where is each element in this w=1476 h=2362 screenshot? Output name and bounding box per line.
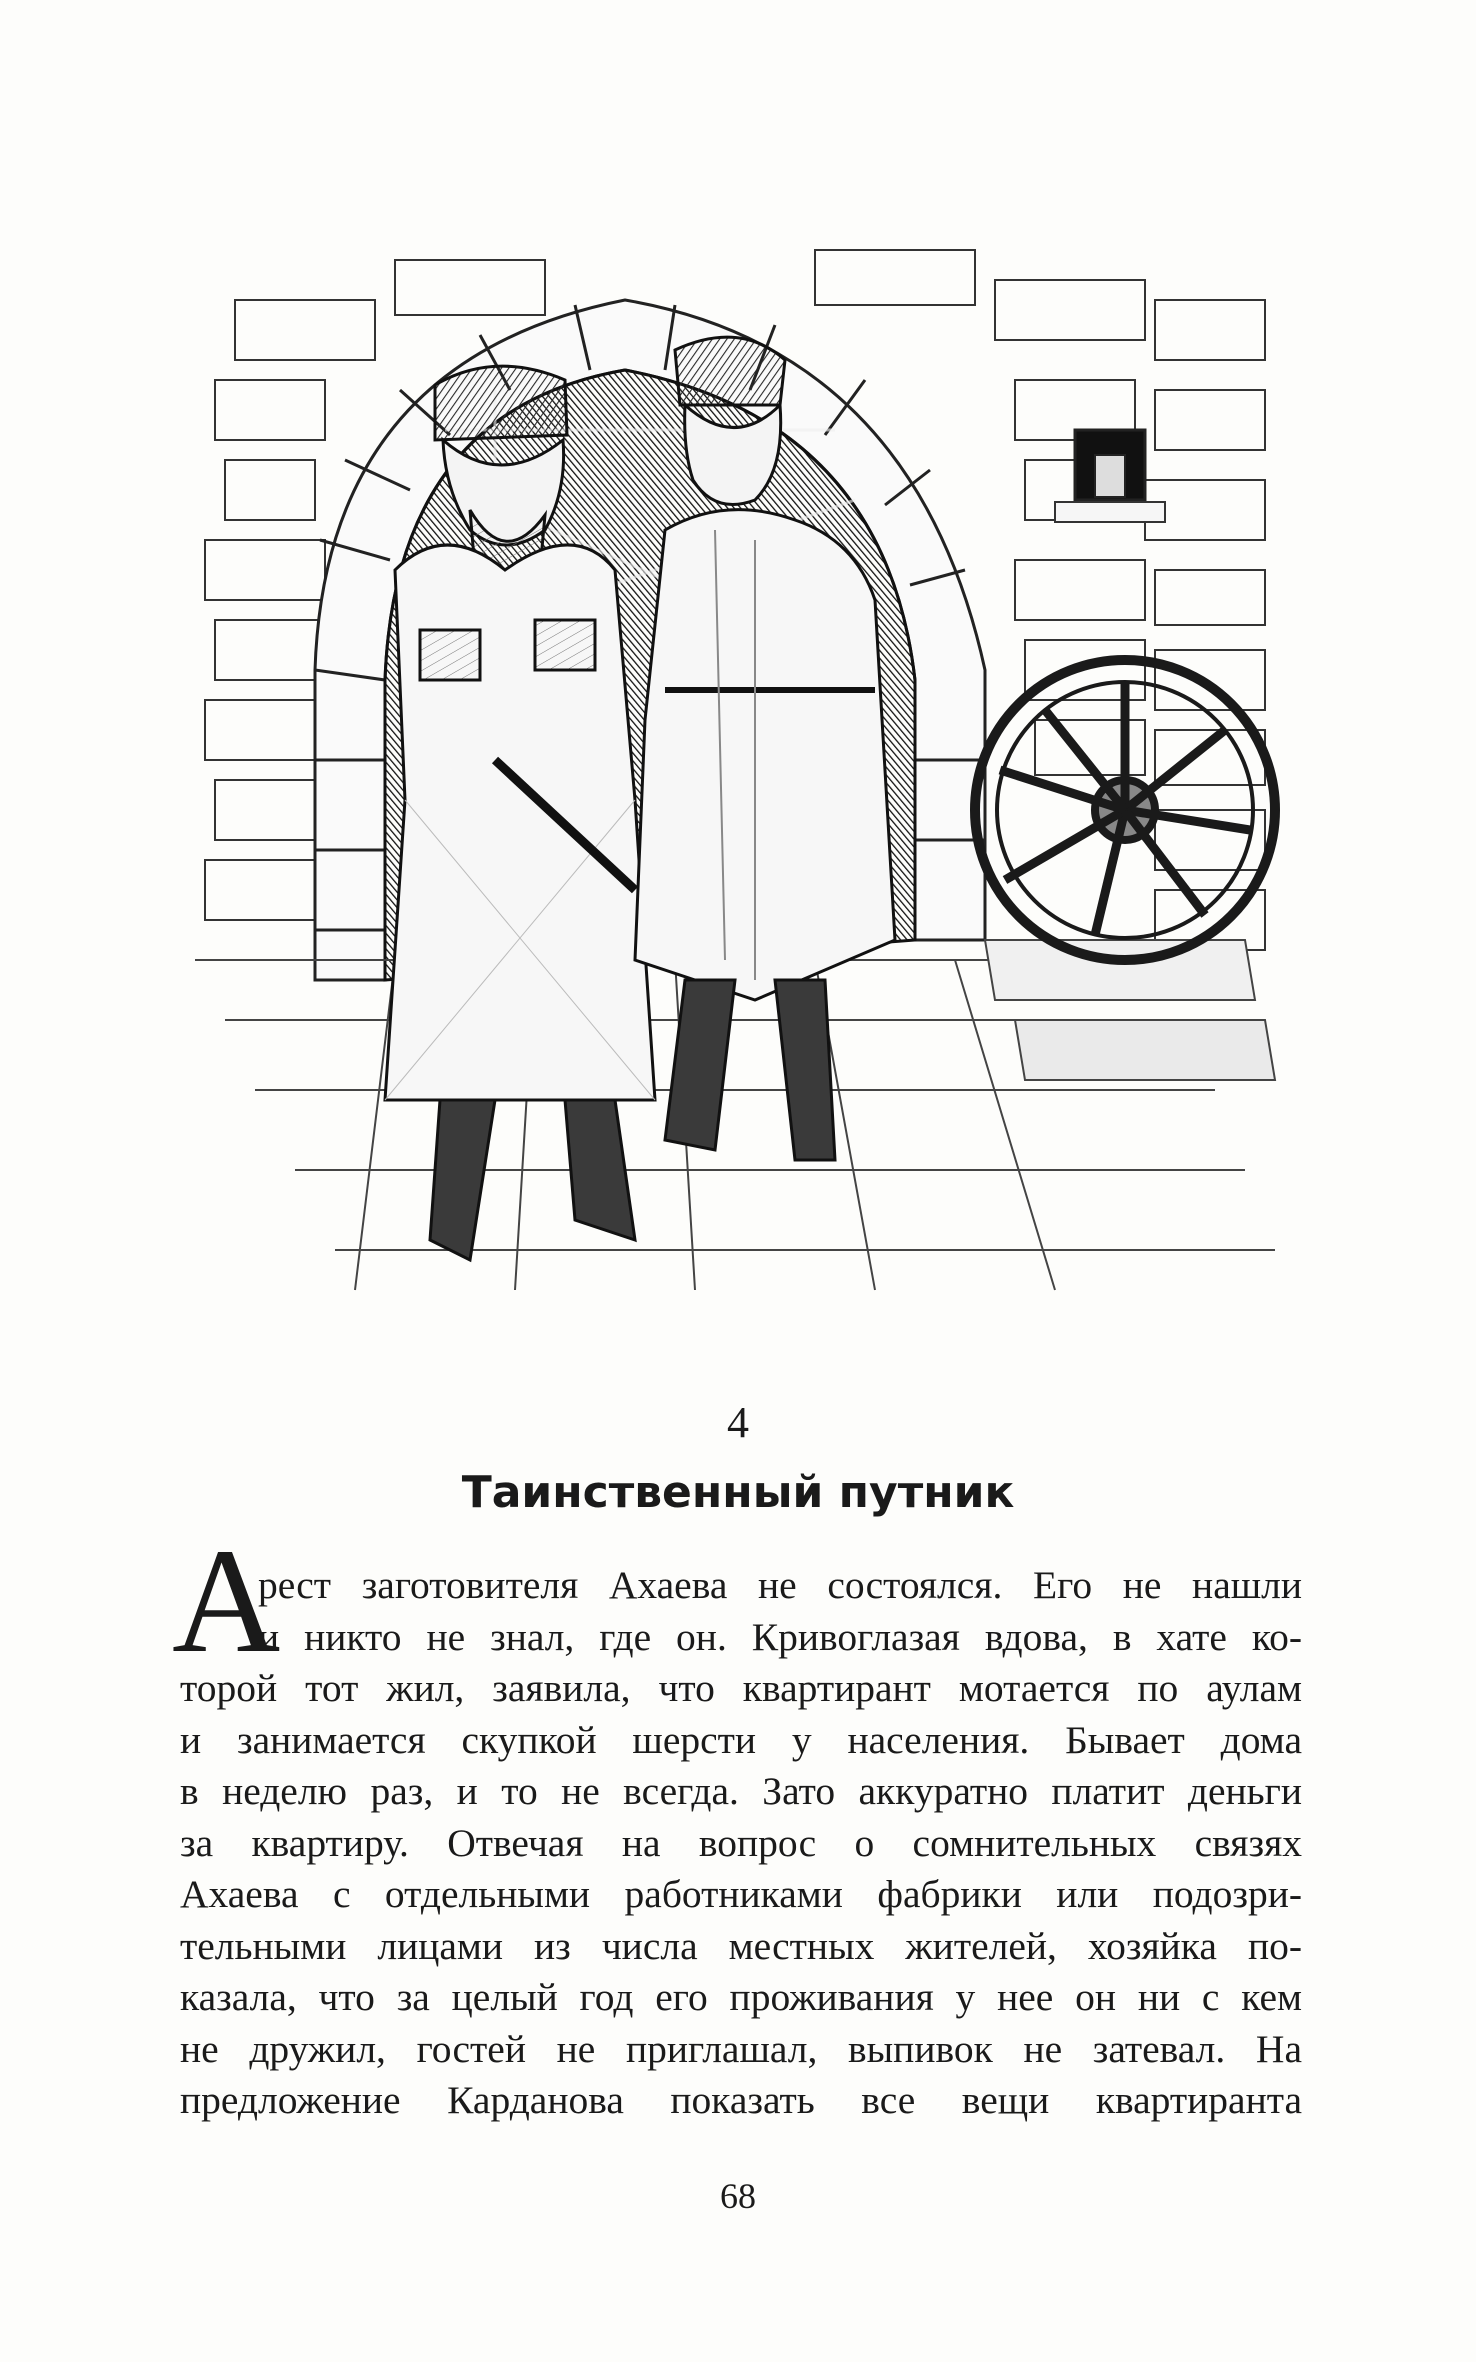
- chapter-title: Таинственный путник: [461, 1467, 1015, 1518]
- drop-cap: А: [172, 1518, 281, 1684]
- text-line: не дружил, гостей не приглашал, выпивок не затевал. На: [180, 2026, 1302, 2071]
- text-line: предложение Карданова показать все вещи квартиранта: [180, 2078, 1302, 2122]
- chapter-body-text: [172, 1518, 1302, 2127]
- text-line: торой тот жил, заявила, что квартирант мотается по аулам: [180, 1666, 1302, 1710]
- text-line: и никто не знал, где он. Кривоглазая вдова, в хате ко-: [258, 1614, 1302, 1659]
- wall-niche-lamp: [1055, 430, 1165, 522]
- text-line: в неделю раз, и то не всегда. Зато аккуратно платит деньги: [180, 1769, 1302, 1813]
- text-line: за квартиру. Отвечая на вопрос о сомнительных связях: [180, 1820, 1302, 1865]
- chapter-illustration: [195, 240, 1295, 1310]
- text-line: Ахаева с отдельными работниками фабрики или подозри-: [180, 1872, 1302, 1916]
- page-number: 68: [720, 2176, 756, 2216]
- chapter-number: 4: [727, 1398, 749, 1447]
- text-line: тельными лицами из числа местных жителей, хозяйка по-: [180, 1923, 1302, 1968]
- text-line: казала, что за целый год его проживания у нее он ни с кем: [180, 1975, 1302, 2019]
- text-line: рест заготовителя Ахаева не состоялся. Его не нашли: [258, 1563, 1302, 1607]
- text-line: и занимается скупкой шерсти у населения. Бывает дома: [180, 1717, 1302, 1762]
